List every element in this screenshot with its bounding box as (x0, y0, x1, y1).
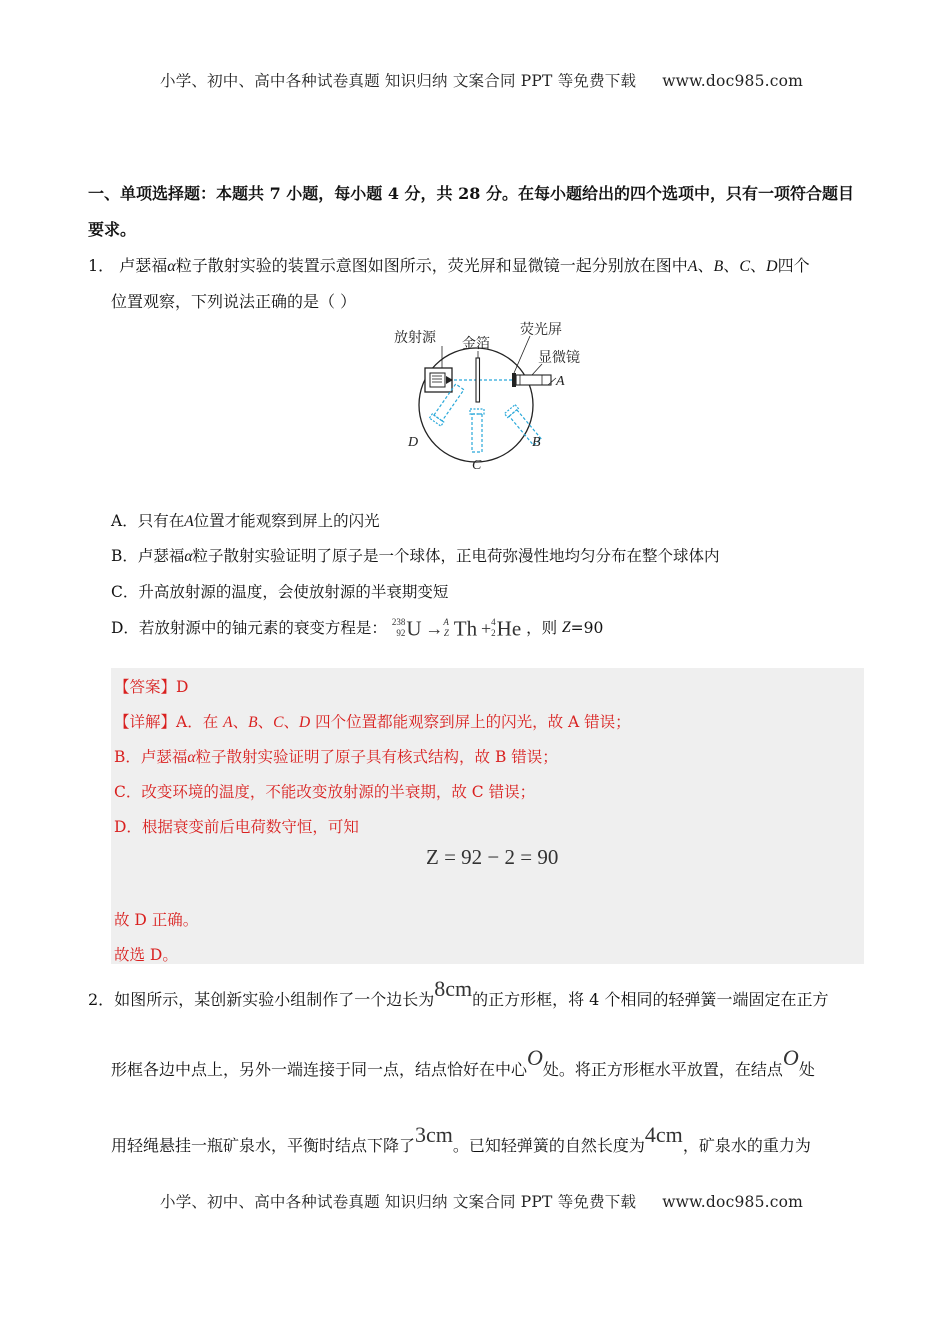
th-symbol: Th (453, 616, 478, 641)
q2-number: 2． (88, 990, 115, 1009)
th-mass-number: A (443, 617, 449, 628)
pos-d: D (766, 258, 778, 275)
point-o: O (527, 1045, 543, 1070)
separator: 、 (232, 713, 249, 731)
page-footer (160, 1190, 803, 1212)
detail-text: B．卢瑟福 (114, 748, 188, 766)
label-d: D (408, 435, 419, 450)
option-a[interactable] (111, 509, 380, 531)
header-text: 小学、初中、高中各种试卷真题 知识归纳 文案合同 PPT 等免费下载 (160, 72, 637, 90)
pos-c: C (739, 258, 750, 275)
q1-text: 四个 (777, 256, 810, 275)
q1-text: 卢瑟福 (119, 256, 168, 275)
option-b-text: B．卢瑟福 (111, 547, 185, 565)
pos-c: C (273, 714, 284, 731)
formula: Z = 92 − 2 = 90 (426, 845, 559, 869)
q2-text: 处。将正方形框水平放置，在结点 (542, 1060, 783, 1079)
pos-b: B (713, 258, 724, 275)
value-4cm: 4cm (644, 1122, 683, 1147)
option-b-text: 粒子散射实验证明了原子是一个球体，正电荷弥漫性地均匀分布在整个球体内 (192, 547, 720, 565)
alpha-symbol: α (187, 749, 196, 766)
section-heading-line1: 一、单项选择题：本题共 7 小题，每小题 4 分，共 28 分。在每小题给出的四个选项中，只有一项符合题目 (88, 184, 854, 203)
label-a: A (556, 374, 565, 389)
option-d[interactable] (111, 614, 603, 641)
q2-text: 的正方形框，将 4 个相同的轻弹簧一端固定在正方 (472, 990, 829, 1009)
rutherford-apparatus-figure (380, 318, 600, 478)
answer-label: 【答案】D (114, 678, 189, 696)
pos-a: A (687, 258, 698, 275)
footer-url[interactable]: www.doc985.com (662, 1193, 804, 1211)
value-8cm: 8cm (434, 976, 473, 1001)
pos-a: A (223, 714, 233, 731)
separator: 、 (749, 256, 766, 275)
q1-stem-line2: 位置观察，下列说法正确的是（ ） (111, 292, 357, 311)
z-symbol: Z (562, 619, 571, 636)
he-atomic-number: 2 (491, 628, 496, 639)
q2-stem-line1 (88, 976, 829, 1018)
separator: 、 (723, 256, 740, 275)
th-atomic-number: Z (443, 628, 449, 639)
label-b: B (532, 435, 541, 450)
q2-text: 。已知轻弹簧的自然长度为 (452, 1136, 645, 1155)
label-microscope: 显微镜 (538, 350, 580, 366)
he-symbol: He (496, 616, 522, 641)
header-url[interactable]: www.doc985.com (662, 72, 804, 90)
detail-line-d: D．根据衰变前后电荷数守恒，可知 (114, 818, 359, 836)
q2-text: 形框各边中点上，另外一端连接于同一点，结点恰好在中心 (111, 1060, 528, 1079)
detail-text: 【详解】A．在 (114, 713, 224, 731)
u-atomic-number: 92 (396, 628, 406, 639)
option-d-text: =90 (570, 619, 604, 637)
detector-c (470, 409, 484, 452)
u-symbol: U (406, 616, 422, 641)
alpha-symbol: α (167, 258, 176, 275)
option-d-text: D．若放射源中的铀元素的衰变方程是： (111, 619, 387, 637)
microscope (516, 375, 551, 385)
separator: 、 (697, 256, 714, 275)
pos-d: D (298, 714, 311, 731)
footer-text: 小学、初中、高中各种试卷真题 知识归纳 文案合同 PPT 等免费下载 (160, 1193, 637, 1211)
option-c[interactable]: C．升高放射源的温度，会使放射源的半衰期变短 (111, 583, 449, 601)
fluorescent-screen (512, 373, 516, 387)
conclusion-2: 故选 D。 (114, 946, 178, 964)
plus-sign: + (481, 618, 492, 639)
pos-a: A (184, 513, 194, 530)
option-b[interactable] (111, 544, 720, 566)
label-foil: 金箔 (462, 336, 490, 352)
arrow-icon: → (425, 618, 444, 639)
option-a-text: A．只有在 (111, 512, 185, 530)
detail-text: 粒子散射实验证明了原子具有核式结构，故 B 错误； (195, 748, 558, 766)
detail-line-c: C．改变环境的温度，不能改变放射源的半衰期，故 C 错误； (114, 783, 536, 801)
label-c: C (472, 458, 482, 473)
q1-number: 1． (88, 256, 115, 275)
q2-stem-line3 (111, 1122, 811, 1164)
page-header (160, 69, 803, 91)
q2-stem-line2 (111, 1045, 815, 1088)
conclusion-1: 故 D 正确。 (114, 911, 199, 929)
option-a-text: 位置才能观察到屏上的闪光 (193, 512, 380, 530)
q2-text: ，矿泉水的重力为 (682, 1136, 811, 1155)
separator: 、 (283, 713, 299, 731)
q2-text: 用轻绳悬挂一瓶矿泉水，平衡时结点下降了 (111, 1136, 416, 1155)
alpha-symbol: α (184, 548, 193, 565)
q2-text: 处 (798, 1060, 815, 1079)
detail-text: 四个位置都能观察到屏上的闪光，故 A 错误； (310, 713, 631, 731)
value-3cm: 3cm (415, 1122, 453, 1147)
separator: 、 (257, 713, 274, 731)
u-mass-number: 238 (391, 617, 406, 628)
decay-equation (392, 615, 521, 641)
detail-line-b (114, 745, 558, 767)
q2-text: 如图所示，某创新实验小组制作了一个边长为 (114, 990, 435, 1009)
q1-text: 粒子散射实验的装置示意图如图所示，荧光屏和显微镜一起分别放在图中 (175, 256, 688, 275)
gold-foil (476, 358, 480, 402)
point-o: O (782, 1045, 799, 1070)
pos-b: B (248, 714, 258, 731)
section-heading-line2: 要求。 (88, 220, 137, 239)
label-screen: 荧光屏 (520, 322, 562, 338)
q1-stem-line1 (88, 253, 810, 276)
detail-line-a (114, 710, 631, 732)
option-d-text: ，则 (526, 619, 563, 637)
he-mass-number: 4 (491, 617, 496, 628)
label-source: 放射源 (394, 330, 436, 346)
